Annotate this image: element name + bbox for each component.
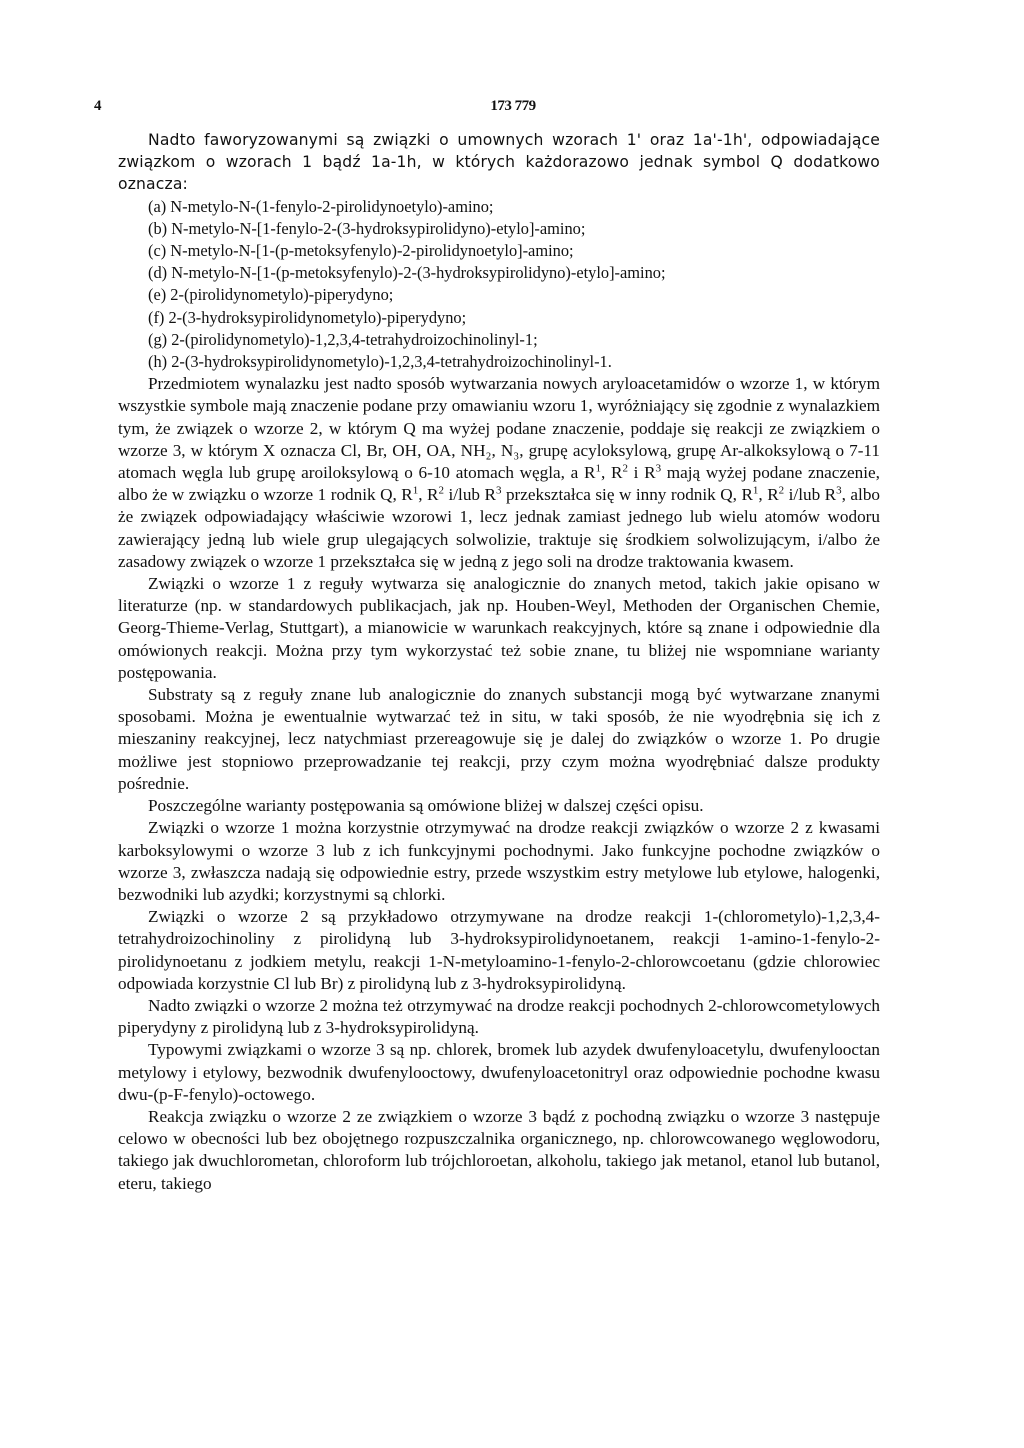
- list-item: (d) N-metylo-N-[1-(p-metoksyfenylo)-2-(3-hydroksypirolidyno)-etylo]-amino;: [148, 263, 666, 283]
- list-item: (f) 2-(3-hydroksypirolidynometylo)-piperydyno;: [148, 307, 467, 327]
- text-run: , R: [600, 463, 623, 483]
- list-item: (a) N-metylo-N-(1-fenylo-2-pirolidynoetylo)-amino;: [148, 196, 494, 216]
- list-item: (c) N-metylo-N-[1-(p-metoksyfenylo)-2-pirolidynoetylo]-amino;: [148, 241, 574, 261]
- body-text: [118, 129, 880, 1195]
- list-item: (g) 2-(pirolidynometylo)-1,2,3,4-tetrahydroizochinolinyl-1;: [148, 329, 538, 349]
- paragraph-method: [118, 373, 880, 573]
- text-run: i R: [627, 463, 656, 483]
- text-run: i/lub R: [784, 485, 837, 505]
- text-run: , albo że związek odpowiadający właściwie wzorowi 1, lecz jednak zamiast jednego lub wielu atomów wodoru zawierający jedną lub wiele grup ulegających solwolizie, traktuje się środkiem solwolizującym, i/albo że zasadowy związek o wzorze 1 przekształca się w jedną z jego soli na drodze traktowania kwasem.: [118, 485, 881, 571]
- superscript: 3: [655, 462, 662, 475]
- substituent-list: [118, 196, 880, 374]
- superscript: 1: [412, 484, 419, 497]
- text-run: Przedmiotem wynalazku jest nadto sposób wytwarzania nowych aryloacetamidów o wzorze 1, w którym wszystkie symbole mają znaczenie podane przy omawianiu wzoru 1, wyróżniający się zgodnie z wynalazkiem tym, że związek o wzorze 2, w którym Q ma wyżej podane znaczenie, poddaje się reakcji ze związkiem o wzorze 3, w którym X oznacza Cl, Br, OH, OA, NH₂, N₃, grupę acyloksylową, grupę Ar-alkoksylową o 7-11 atomach węgla lub grupę aroiloksylową o 6-10 atomach węgla, a R: [118, 374, 880, 483]
- paragraph: Typowymi związkami o wzorze 3 są np. chlorek, bromek lub azydek dwufenyloacetylu, dwufenylooctan metylowy i etylowy, bezwodnik dwufenylooctowy, dwufenyloacetonitryl oraz odpowiednie pochodne kwasu dwu-(p-F-fenylo)-octowego.: [118, 1040, 880, 1104]
- superscript: 3: [836, 484, 842, 497]
- list-item: (h) 2-(3-hydroksypirolidynometylo)-1,2,3,4-tetrahydroizochinolinyl-1.: [148, 352, 612, 372]
- superscript: 1: [752, 484, 759, 497]
- page-header: [94, 98, 932, 122]
- superscript: 2: [438, 484, 445, 497]
- intro-paragraph: Nadto faworyzowanymi są związki o umownych wzorach 1' oraz 1a'-1h', odpowiadające związkom o wzorach 1 bądź 1a-1h, w których każdorazowo jednak symbol Q dodatkowo oznacza:: [118, 131, 880, 194]
- superscript: 1: [595, 462, 601, 475]
- paragraph: Związki o wzorze 2 są przykładowo otrzymywane na drodze reakcji 1-(chlorometylo)-1,2,3,4-tetrahydroizochinoliny z pirolidyną lub 3-hydroksypirolidynoetanem, reakcji 1-amino-1-fenylo-2-pirolidynoetanu z jodkiem metylu, reakcji 1-N-metyloamino-1-fenylo-2-chlorowcoetanu (gdzie chlorowiec odpowiada korzystnie Cl lub Br) z pirolidyną lub z 3-hydroksypirolidyną.: [118, 907, 880, 993]
- superscript: 2: [622, 462, 628, 475]
- text-run: i/lub R: [444, 485, 496, 505]
- text-run: , R: [758, 485, 779, 505]
- paragraph: Poszczególne warianty postępowania są omówione bliżej w dalszej części opisu.: [148, 796, 704, 816]
- list-item: (b) N-metylo-N-[1-fenylo-2-(3-hydroksypirolidyno)-etylo]-amino;: [148, 218, 586, 238]
- page-number: 4: [94, 98, 102, 114]
- list-item: (e) 2-(pirolidynometylo)-piperydyno;: [148, 285, 394, 305]
- paragraph: Związki o wzorze 1 można korzystnie otrzymywać na drodze reakcji związków o wzorze 2 z kwasami karboksylowymi o wzorze 3 lub z ich funkcyjnymi pochodnymi. Jako funkcyjne pochodne związków o wzorze 3, zwłaszcza nadają się odpowiednie estry, przede wszystkim estry metylowe lub etylowe, halogenki, bezwodniki lub azydki; korzystnymi są chlorki.: [118, 818, 880, 904]
- text-run: , R: [418, 485, 439, 505]
- document-number: 173 779: [490, 98, 536, 114]
- superscript: 2: [778, 484, 785, 497]
- superscript: 3: [495, 484, 502, 497]
- paragraph: Reakcja związku o wzorze 2 ze związkiem o wzorze 3 bądź z pochodną związku o wzorze 3 następuje celowo w obecności lub bez obojętnego rozpuszczalnika organicznego, np. chlorowcowanego węglowodoru, takiego jak dwuchlorometan, chloroform lub trójchloroetan, alkoholu, takiego jak metanol, etanol lub butanol, eteru, takiego: [118, 1106, 880, 1193]
- text-run: przekształca się w inny rodnik Q, R: [501, 485, 753, 505]
- paragraph: Nadto związki o wzorze 2 można też otrzymywać na drodze reakcji pochodnych 2-chlorowcometylowych piperydyny z pirolidyną lub z 3-hydroksypirolidyną.: [118, 995, 880, 1038]
- paragraph: Związki o wzorze 1 z reguły wytwarza się analogicznie do znanych metod, takich jakie opisano w literaturze (np. w standardowych publikacjach, jak np. Houben-Weyl, Methoden der Organischen Chemie, Georg-Thieme-Verlag, Stuttgart), a mianowicie w warunkach reakcyjnych, które są znane i odpowiednie dla omówionych reakcji. Można przy tym wykorzystać też sobie znane, tu bliżej nie wspomniane warianty postępowania.: [118, 574, 880, 682]
- text-run: mają wyżej podane znaczenie, albo że w związku o wzorze 1 rodnik Q, R: [118, 463, 880, 505]
- paragraph: Substraty są z reguły znane lub analogicznie do znanych substancji mogą być wytwarzane znanymi sposobami. Można je ewentualnie wytwarzać też in situ, w taki sposób, że nie wyodrębnia się ich z mieszaniny reakcyjnej, lecz natychmiast przereagowuje się je dalej do związków o wzorze 1. Po drugie możliwe jest stopniowo przeprowadzanie tej reakcji, przy czym można wyodrębniać dalsze produkty pośrednie.: [118, 685, 880, 793]
